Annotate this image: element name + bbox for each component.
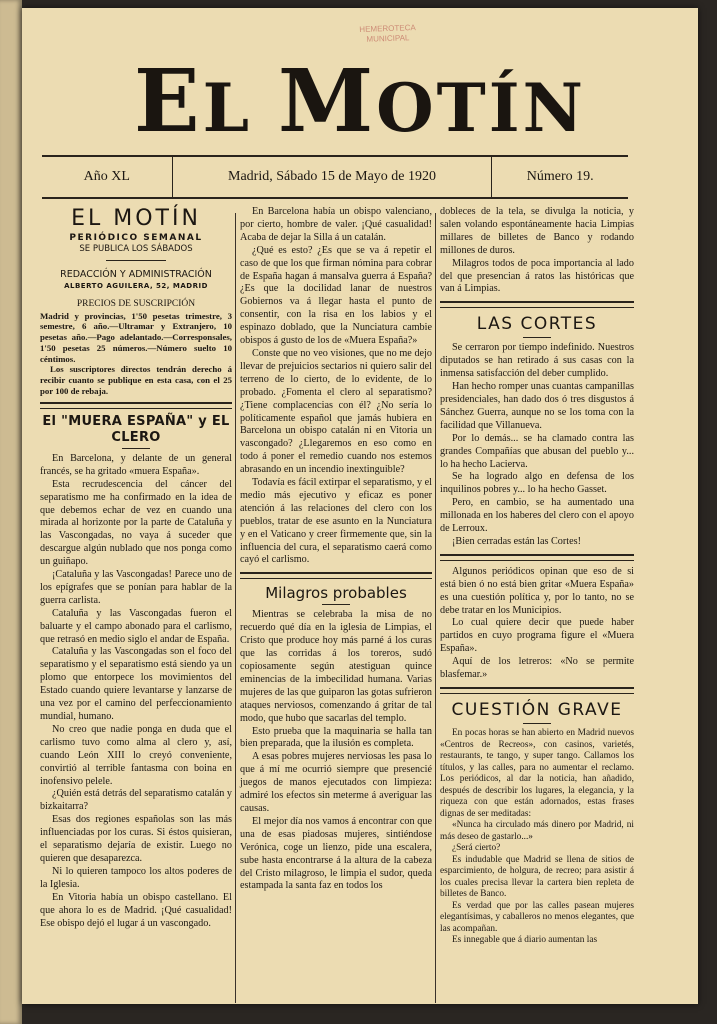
paragraph: Milagros todos de poca importancia al lado del que presencian á ratos las históricas que van á Limpias. [440,257,634,295]
paragraph: El mejor día nos vamos á encontrar con que una de esas piadosas mujeres, sintiéndose Verónica, coge un lienzo, pide una escalera, sube hasta encontrarse á la altura de la cabeza del Cristo milagroso, le limpia el sudor, queda estampada la santa faz en todos los [240,815,432,892]
title-dash [322,604,350,605]
paragraph: Es indudable que Madrid se llena de sitios de esparcimiento, de holgura, de recreo; para asistir á los cuales precisa llevar la cartera bien repleta de billetes de Banco. [440,854,634,899]
title-dash [523,723,551,724]
paragraph: Cataluña y las Vascongadas fueron el baluarte y el campo abonado para el carlismo, que retrasó en medio siglo el andar de España. [40,607,232,645]
paragraph: Ni lo quieren tampoco los altos poderes de la Iglesia. [40,865,232,890]
column-2 [240,206,432,893]
paragraph: En Vitoria había un obispo castellano. El que ahora lo es de Madrid. ¡Qué casualidad! Ese obispo dejó el lugar á un vascongado. [40,891,232,929]
paragraph: Esto prueba que la maquinaria se halla tan bien preparada, que la ilusión es completa. [240,725,432,750]
paragraph: Cataluña y las Vascongadas son el foco del separatismo y el separatismo está siendo ya un plomo que entorpece los movimientos del Estado cuando quiere levantarse y lanzarse de una vez por el camino del perfeccionamiento mundial, humano. [40,646,232,722]
paragraph: Se ha logrado algo en defensa de los inquilinos pobres y... lo ha hecho Gasset. [440,471,634,496]
subscription-prices [40,311,232,397]
box-prices-title: PRECIOS DE SUSCRIPCIÓN [76,299,196,309]
article-municipios-body [440,566,634,682]
article-muera-espana-body-2 [240,206,432,567]
article-cuestion-grave-body [440,728,634,947]
paragraph: Todavía es fácil extirpar el separatismo, y el medio más ejecutivo y eficaz es poner atención á las relaciones del clero con los pueblos, tratar de ese asunto en la Nunciatura y en el Vaticano y creer firmemente que, sin la influencia del cura, el separatismo caerá como cayó el carlismo. [240,477,432,566]
ornamental-rule [440,687,634,694]
paragraph: Lo cual quiere decir que puede haber partidos en cuyo programa figure el «Muera España». [440,617,634,655]
paragraph: ¿Quién está detrás del separatismo catalán y bizkaitarra? [40,788,232,813]
article-title-muera-espana: El "MUERA ESPAÑA" y EL CLERO [42,413,230,445]
paragraph: Pero, en cambio, se ha aumentado una millonada en los haberes del clero con el apoyo de Lerroux. [440,497,634,535]
paragraph: No creo que nadie ponga en duda que el carlismo tuvo como alma al clero y, así, cuando León XIII lo creyó conveniente, convirtió al terrible fantasma con boina en inofensivo pelele. [40,723,232,787]
paragraph: ¡Cataluña y las Vascongadas! Parece uno de los epígrafes que se ponían para hablar de la guerra carlista. [40,569,232,606]
paragraph: ¿Qué es esto? ¿Es que se va á repetir el caso de que los que firman nómina para cobrar de España hagan á mansalva guerra á España? ¿Es que la docilidad lanar de nuestros Gobiernos va á llegar hasta el punto de consentir, con la risa en los labios y el espinazo doblado, que la Nunciatura cambie obispos á gusto de los de «Muera España?» [240,244,432,347]
paragraph: Es verdad que por las calles pasean mujeres elegantísimas, y caballeros no menos elegantes, que las acompañan. [440,900,634,934]
paragraph: Mientras se celebraba la misa de no recuerdo qué día en la iglesia de Limpias, el Cristo que produce hoy más parné á los curas que las corridas á los toreros, sudó copiosamente según atestiguan quince eminencias de la imbecilidad humana. Varias mujeres de las que guiparon las gotas sufrieron ataques nerviosos, comenzando á gritar de tal modo, que hubo que sacarlas del templo. [240,609,432,724]
box-subtitle: PERIÓDICO SEMANAL [69,233,203,243]
ornamental-rule [440,554,634,561]
publication-info-box [40,206,232,311]
paragraph: En pocas horas se han abierto en Madrid nuevos «Centros de Recreos», con casinos, varietés, restaurants, te tango, y super tango. Callamos los títulos, y las calles, para no aumentar el reclamo. Los periódicos, al dar la noticia, han añadido, después de describir los lugares, la elegancia, y la riqueza con que están adornados, estas frases dignas de ser meditadas: [440,728,634,819]
paragraph: Conste que no veo visiones, que no me dejo llevar de prejuicios sectarios ni quiero salir del terreno de lo cierto, de lo evidente, de lo probado. ¿Fomenta el clero al separatismo? ¿Tiene complacencias con él? ¿No sería lo políticamente español que jamás hubiera en Barcelona un obispo catalán ni en Vitoria un vascongado? ¿Llegaremos en eso como en todo á poner el remedio cuando nos estemos abrasando en un incendio inextinguible? [240,347,432,476]
ornamental-rule [440,301,634,308]
newspaper-page [22,8,698,1004]
paragraph: A esas pobres mujeres nerviosas les pasa lo que á mí me ocurrió siempre que presencié juegos de manos ejecutados con limpieza: admiré los efectos sin meterme á averiguar las causas. [240,751,432,814]
box-publish-days: SE PUBLICA LOS SÁBADOS [79,244,193,254]
paragraph: En Barcelona había un obispo valenciano, por cierto, hombre de valer. ¡Qué casualidad! Acaba de dejar la Silla á un catalán. [240,206,432,243]
article-title-milagros: Milagros probables [265,584,407,603]
box-admin: REDACCIÓN Y ADMINISTRACIÓN [60,269,212,280]
stamp-line-1: HEMEROTECA [359,23,416,34]
paragraph: En Barcelona, y delante de un general francés, se ha gritado «muera España». [40,452,232,477]
issue-year: Año XL [42,157,173,197]
issue-info-bar [42,155,628,199]
column-divider-2 [435,213,436,1003]
article-milagros-body-1 [240,609,432,893]
stamp-line-2: MUNICIPAL [366,33,410,44]
paragraph: Han hecho romper unas cuantas campanillas presidenciales, han dado dos ó tres disgustos á Sánchez Guerra, aunque no se los toma con la facilidad que Villanueva. [440,381,634,431]
ornamental-rule [40,402,232,409]
issue-number: Número 19. [526,169,594,184]
paragraph: Algunos periódicos opinan que eso de si está bien ó no está bien gritar «Muera España» es una cuestión política y, por lo tanto, no se debe tratar en los Municipios. [440,565,634,616]
title-dash [523,337,551,338]
ornamental-rule [240,572,432,579]
column-3 [440,206,634,947]
paragraph: Es innegable que á diario aumentan las [452,935,598,945]
article-title-cortes: LAS CORTES [476,314,598,335]
adjacent-page-edge [0,0,22,1024]
article-cortes-body [440,342,634,549]
paragraph: Aquí de los letreros: «No se permite blasfemar.» [440,656,634,681]
paragraph: Se cerraron por tiempo indefinido. Nuestros diputados se han retirado á sus casas con la inmensa satisfacción del deber cumplido. [440,342,634,380]
box-address: ALBERTO AGUILERA, 52, MADRID [64,282,208,290]
paragraph: Esta recrudescencia del cáncer del separatismo me ha confirmado en la idea de que debemos echar de vez en cuando una mirada al horizonte por la parte de Cataluña y las Vascongadas, no vaya á suceder que descargue algún nublado que nos ponga como un guiñapo. [40,478,232,568]
column-1 [40,206,232,930]
prices-paragraph-2: Los suscriptores directos tendrán derecho á recibir cuanto se publique en esta casa, con el 25 por 100 de rebaja. [40,364,232,397]
paragraph: dobleces de la tela, se divulga la noticia, y salen volando espontáneamente hacia Limpias millares de billetes de Banco y rodando millones de duros. [440,206,634,256]
paragraph: Esas dos regiones españolas son las más influenciadas por los curas. Si éstos quisieran, el separatismo dejaría de existir. Luego no quieren que desaparezca. [40,814,232,864]
box-title: EL MOTÍN [71,206,201,231]
column-divider-1 [235,213,236,1003]
paragraph: Por lo demás... se ha clamado contra las grandes Compañías que abusan del pueblo y... lo ha hecho Lacierva. [440,432,634,470]
article-title-cuestion-grave: CUESTIÓN GRAVE [451,700,623,720]
paragraph: ¿Será cierto? [452,843,501,853]
box-divider [106,260,166,261]
title-dash [122,448,150,449]
issue-date: Madrid, Sábado 15 de Mayo de 1920 [173,157,493,197]
prices-paragraph-1: Madrid y provincias, 1'50 pesetas trimestre, 3 semestre, 6 año.—Ultramar y Extranjero, 10 pesetas año.—Pago adelantado.—Corresponsales, 1'50 pesetas 25 números.—Número suelto 10 céntimos. [40,310,232,364]
paragraph: ¡Bien cerradas están las Cortes! [452,535,581,547]
article-muera-espana-body-1 [40,453,232,931]
masthead-title: EL MOTÍN [134,51,586,152]
article-milagros-body-2 [440,206,634,296]
paragraph: «Nunca ha circulado más dinero por Madrid, ni más deseo de gastarlo...» [440,820,634,842]
